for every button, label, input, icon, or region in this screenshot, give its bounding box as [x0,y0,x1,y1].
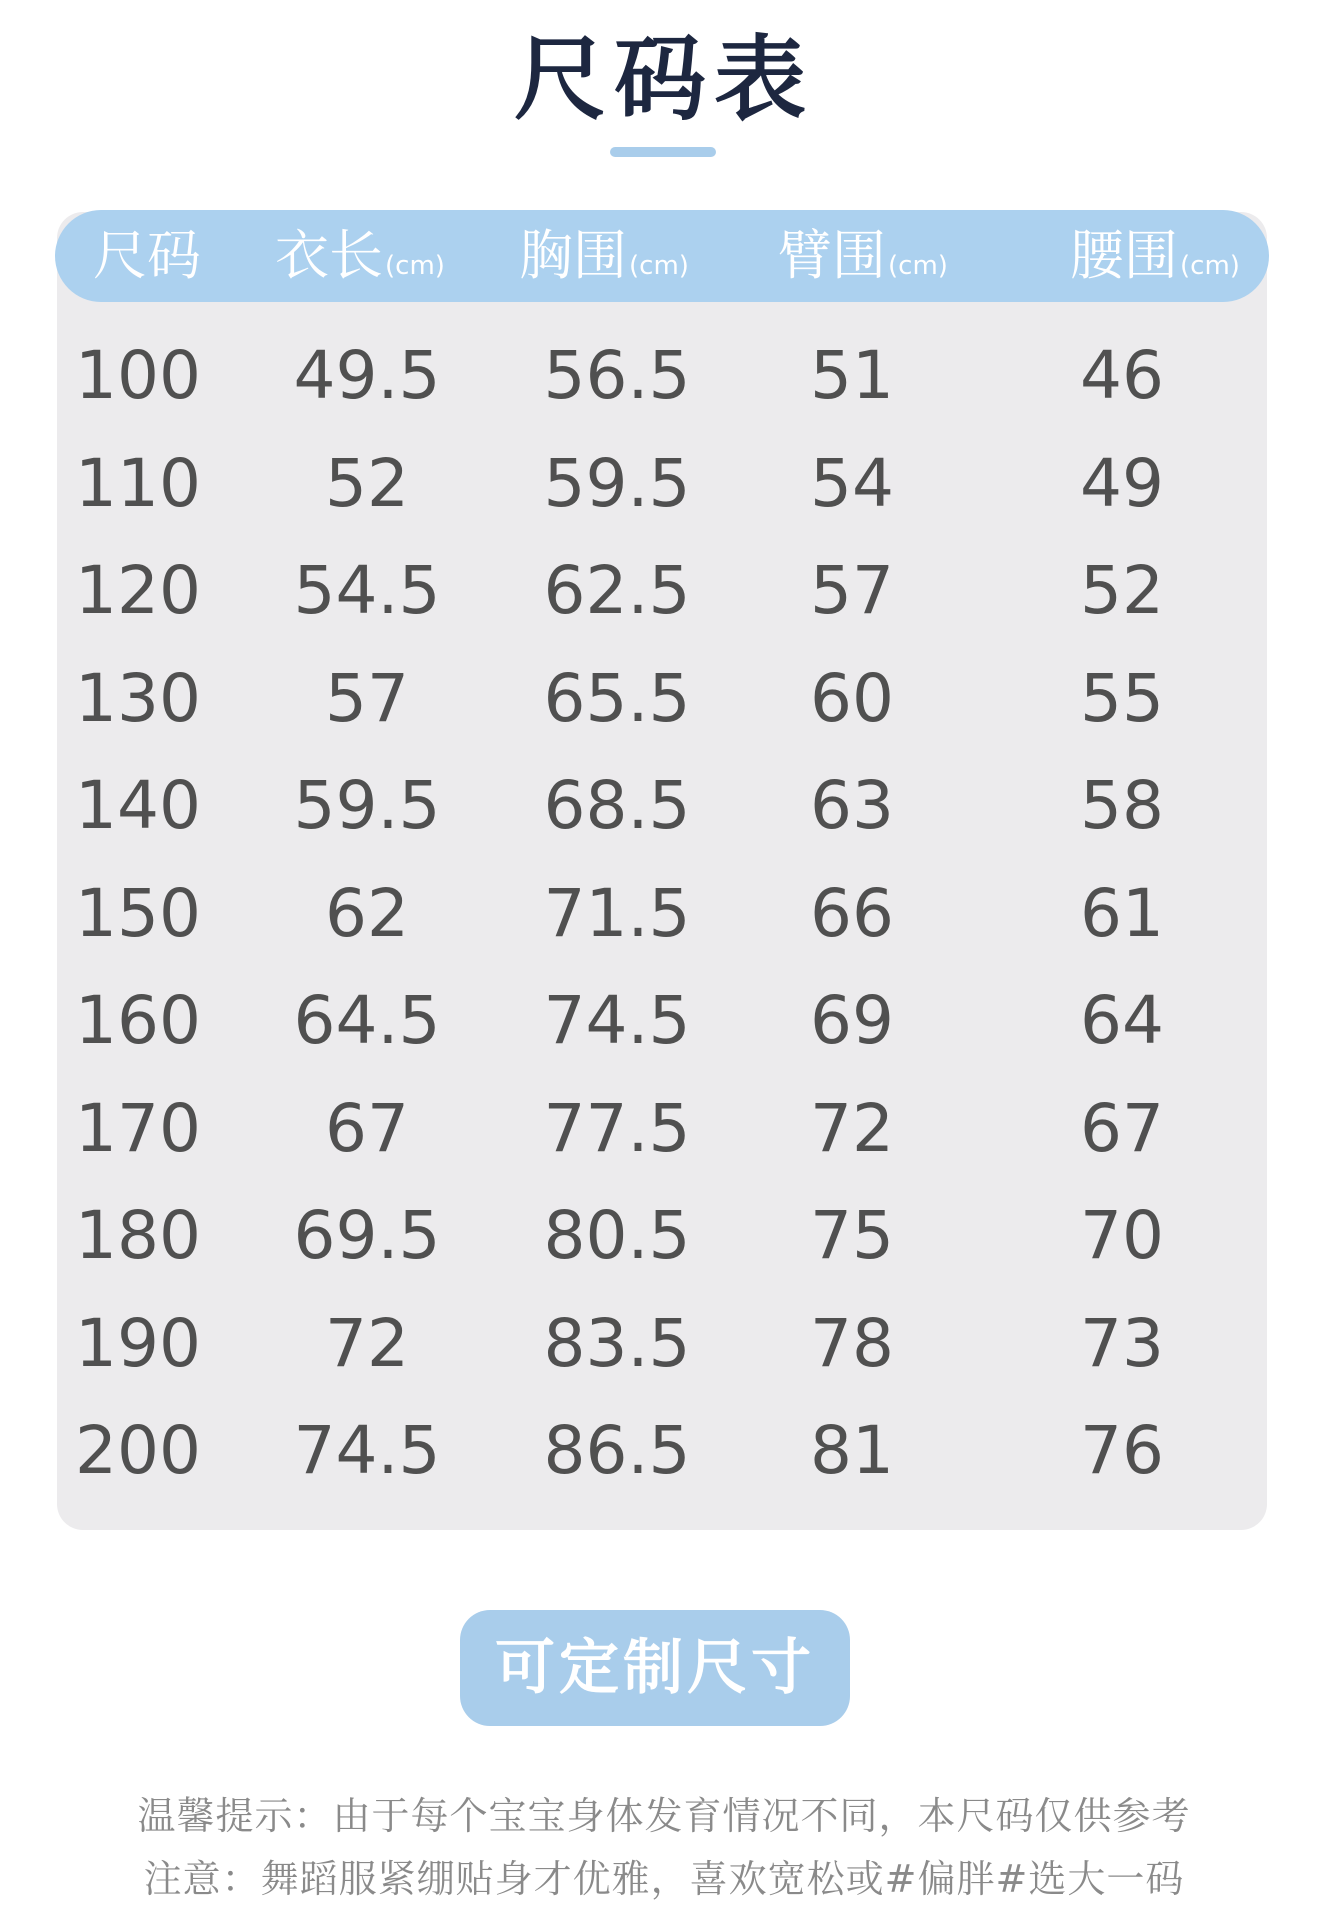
cell-size: 120 [75,552,201,629]
cell-waist: 67 [1080,1089,1164,1167]
cell-waist: 61 [1080,874,1164,952]
cell-chest: 65.5 [543,659,691,737]
table-row [57,1290,1267,1398]
cell-size: 160 [75,982,201,1059]
cell-waist: 73 [1080,1304,1164,1382]
cell-arm: 72 [810,1089,894,1167]
tip-text: 温馨提示：由于每个宝宝身体发育情况不同，本尺码仅供参考 [137,1794,1191,1838]
cell-waist: 52 [1080,552,1164,629]
table-row [57,752,1267,860]
table-row [57,1397,1267,1505]
cell-waist: 58 [1080,767,1164,844]
cell-arm: 60 [810,659,894,737]
cell-arm: 66 [810,874,894,952]
header-label: 臂围 [778,224,886,287]
header-label: 尺码 [93,224,201,287]
title-underline [610,147,716,157]
cell-arm: 81 [810,1412,894,1489]
cell-size: 170 [75,1089,201,1167]
cell-length: 62 [325,874,409,952]
header-label: 胸围 [519,224,627,287]
cell-size: 130 [75,659,201,737]
cell-waist: 76 [1080,1412,1164,1489]
cell-size: 100 [75,337,201,414]
header-size [93,210,201,302]
table-row [57,1075,1267,1183]
cell-length: 69.5 [293,1197,441,1274]
cell-chest: 83.5 [543,1304,691,1382]
table-header [55,210,1269,302]
cell-length: 54.5 [293,552,441,629]
custom-size-button[interactable]: 可定制尺寸 [460,1610,850,1726]
cell-waist: 64 [1080,982,1164,1059]
notice-text: 注意：舞蹈服紧绷贴身才优雅，喜欢宽松或#偏胖#选大一码 [143,1857,1185,1901]
header-arm [778,210,948,302]
cell-length: 64.5 [293,982,441,1059]
header-label: 衣长 [275,224,383,287]
cell-length: 74.5 [293,1412,441,1489]
cell-arm: 75 [810,1197,894,1274]
page-title: 尺码表 [513,26,814,133]
cell-chest: 80.5 [543,1197,691,1274]
table-body [57,322,1267,1505]
cell-waist: 70 [1080,1197,1164,1274]
cell-size: 140 [75,767,201,844]
table-row [57,430,1267,538]
cell-waist: 46 [1080,337,1164,414]
cell-waist: 55 [1080,659,1164,737]
cell-chest: 74.5 [543,982,691,1059]
table-row [57,1182,1267,1290]
cell-size: 200 [75,1412,201,1489]
cell-length: 52 [325,444,409,522]
table-row [57,645,1267,753]
cell-size: 190 [75,1304,201,1382]
cell-length: 59.5 [293,767,441,844]
cell-chest: 59.5 [543,444,691,522]
table-row [57,860,1267,968]
cell-arm: 54 [810,444,894,522]
cell-waist: 49 [1080,444,1164,522]
cell-chest: 56.5 [543,337,691,414]
header-unit: (cm) [385,251,445,281]
header-chest [519,210,689,302]
header-label: 腰围 [1070,224,1178,287]
table-row [57,322,1267,430]
cell-length: 72 [325,1304,409,1382]
header-unit: (cm) [629,251,689,281]
cell-arm: 57 [810,552,894,629]
header-unit: (cm) [888,251,948,281]
cell-length: 49.5 [293,337,441,414]
cell-length: 57 [325,659,409,737]
header-unit: (cm) [1180,251,1240,281]
cell-arm: 78 [810,1304,894,1382]
cell-size: 180 [75,1197,201,1274]
cell-chest: 86.5 [543,1412,691,1489]
cell-chest: 71.5 [543,874,691,952]
header-length [275,210,445,302]
table-row [57,537,1267,645]
cell-chest: 62.5 [543,552,691,629]
cell-arm: 69 [810,982,894,1059]
cell-arm: 63 [810,767,894,844]
cell-size: 150 [75,874,201,952]
cell-length: 67 [325,1089,409,1167]
cell-chest: 68.5 [543,767,691,844]
cell-chest: 77.5 [543,1089,691,1167]
header-waist [1070,210,1240,302]
cell-size: 110 [75,444,201,522]
cell-arm: 51 [810,337,894,414]
table-row [57,967,1267,1075]
